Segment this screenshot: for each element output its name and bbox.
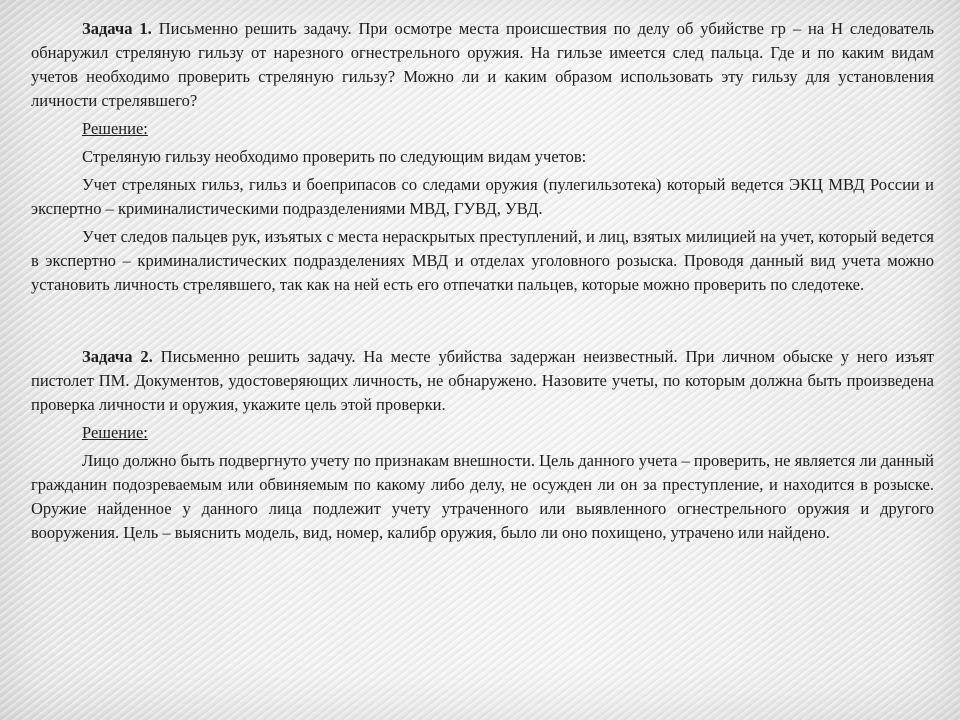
task-1-solution-heading: Решение: <box>82 119 148 138</box>
task-1-label: Задача 1. <box>82 19 152 38</box>
task-1-statement <box>31 17 934 113</box>
task-1-solution-paragraph: Учет следов пальцев рук, изъятых с места нераскрытых преступлений, и лиц, взятых милицией на учет, который ведется в экспертно – криминалистических подразделениях МВД и отделах уголовного розыска. Проводя данный вид учета можно установить личность стрелявшего, так как на ней есть его отпечатки пальцев, которые можно проверить по следотеке. <box>31 227 934 294</box>
task-1-solution-paragraph: Стреляную гильзу необходимо проверить по следующим видам учетов: <box>82 147 587 166</box>
section-spacer <box>31 297 934 345</box>
task-1-solution-paragraph: Учет стреляных гильз, гильз и боеприпасов со следами оружия (пулегильзотека) который ведется ЭКЦ МВД России и экспертно – криминалистическими подразделениями МВД, ГУВД, УВД. <box>31 175 934 218</box>
task-1-text: Письменно решить задачу. При осмотре места происшествия по делу об убийстве гр – на Н следователь обнаружил стреляную гильзу от нарезного огнестрельного оружия. На гильзе имеется след пальца. Где и по каким видам учетов необходимо проверить стреляную гильзу? Можно ли и каким образом использовать эту гильзу для установления личности стрелявшего? <box>31 19 934 110</box>
task-2-statement <box>31 345 934 417</box>
task-2-text: Письменно решить задачу. На месте убийства задержан неизвестный. При личном обыске у него изъят пистолет ПМ. Документов, удостоверяющих личность, не обнаружено. Назовите учеты, по которым должна быть произведена проверка личности и оружия, укажите цель этой проверки. <box>31 347 935 414</box>
task-2-solution-heading: Решение: <box>82 423 148 442</box>
task-2-label: Задача 2. <box>82 347 153 366</box>
task-2-solution-paragraph: Лицо должно быть подвергнуто учету по признакам внешности. Цель данного учета – проверить, не является ли данный гражданин подозреваемым или обвиняемым по какому либо делу, не осужден ли он за преступление, и находится в розыске. Оружие найденное у данного лица подлежит учету утраченного или выявленного огнестрельного оружия и другого вооружения. Цель – выяснить модель, вид, номер, калибр оружия, было ли оно похищено, утрачено или найдено. <box>31 451 934 542</box>
document-body <box>31 17 934 545</box>
